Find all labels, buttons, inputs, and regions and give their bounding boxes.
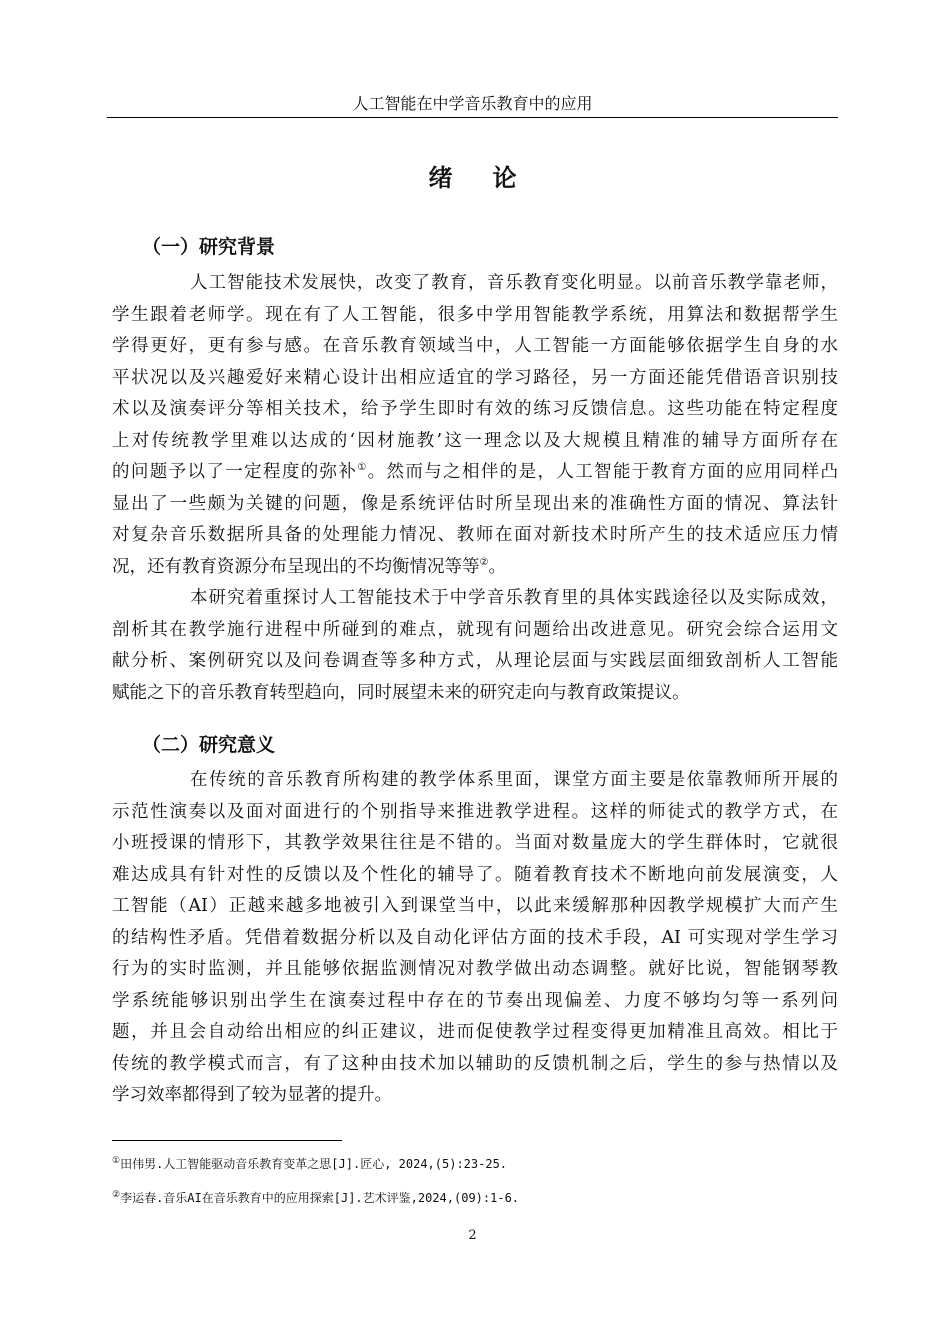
footnote-ref-2: ② xyxy=(479,556,489,568)
section-heading-background: （一）研究背景 xyxy=(142,236,276,258)
paragraph-line: 显出了一些颇为关键的问题，像是系统评估时所呈现出来的准确性方面的情况、算法针 xyxy=(112,493,838,514)
paragraph-line: 学得更好，更有参与感。在音乐教育领域当中，人工智能一方面能够依据学生自身的水 xyxy=(112,336,838,356)
footnote-1 xyxy=(112,1156,838,1172)
paragraph-line xyxy=(112,457,838,489)
paragraph-line: 术以及演奏评分等相关技术，给予学生即时有效的练习反馈信息。这些功能在特定程度 xyxy=(112,399,838,419)
paragraph-line: 赋能之下的音乐教育转型趋向，同时展望未来的研究走向与教育政策提议。 xyxy=(112,682,690,703)
footnote-mark-2: ② xyxy=(112,1190,121,1200)
paragraph-line: 献分析、案例研究以及问卷调查等多种方式，从理论层面与实践层面细致剖析人工智能 xyxy=(112,651,838,671)
paragraph-line: 题，并且会自动给出相应的纠正建议，进而促使教学过程变得更加精准且高效。相比于 xyxy=(112,1022,838,1042)
paragraph-line: 行为的实时监测，并且能够依据监测情况对教学做出动态调整。就好比说，智能钢琴教 xyxy=(112,959,838,979)
paragraph-line: 学系统能够识别出学生在演奏过程中存在的节奏出现偏差、力度不够均匀等一系列问 xyxy=(112,990,838,1011)
paragraph-line: 剖析其在教学施行进程中所碰到的难点，就现有问题给出改进意见。研究会综合运用文 xyxy=(112,619,838,640)
footnote-mark-1: ① xyxy=(112,1156,121,1166)
paragraph-line: 本研究着重探讨人工智能技术于中学音乐教育里的具体实践途径以及实际成效， xyxy=(190,588,838,608)
line-text: 。然而与之相伴的是，人工智能于教育方面的应用同样凸 xyxy=(367,462,838,482)
paragraph-line: 小班授课的情形下，其教学效果往往是不错的。当面对数量庞大的学生群体时，它就很 xyxy=(112,833,838,853)
paragraph-line: 在传统的音乐教育所构建的教学体系里面，课堂方面主要是依靠教师所开展的 xyxy=(190,770,838,790)
paragraph-line xyxy=(112,552,838,584)
footnote-text-1: 田伟男.人工智能驱动音乐教育变革之思[J].匠心, 2024,(5):23-25. xyxy=(120,1157,508,1171)
running-header: 人工智能在中学音乐教育中的应用 xyxy=(352,94,593,113)
paragraph-line: 的结构性矛盾。凭借着数据分析以及自动化评估方面的技术手段，AI 可实现对学生学习 xyxy=(112,927,838,948)
paragraph-line: 平状况以及兴趣爱好来精心设计出相应适宜的学习路径，另一方面还能凭借语音识别技 xyxy=(112,367,838,388)
header-rule xyxy=(107,117,838,118)
paragraph-line: 工智能（AI）正越来越多地被引入到课堂当中，以此来缓解那种因教学规模扩大而产生 xyxy=(112,896,838,916)
line-text: 。 xyxy=(488,556,506,577)
footnote-2 xyxy=(112,1190,838,1206)
paragraph-line: 学生跟着老师学。现在有了人工智能，很多中学用智能教学系统，用算法和数据帮学生 xyxy=(112,304,838,325)
paragraph-line: 学习效率都得到了较为显著的提升。 xyxy=(112,1085,392,1105)
section-heading-significance: （二）研究意义 xyxy=(142,734,276,756)
line-text: 况，还有教育资源分布呈现出的不均衡情况等等 xyxy=(112,556,480,577)
line-text: 的问题予以了一定程度的弥补 xyxy=(112,462,358,482)
paragraph-line: 对复杂音乐数据所具备的处理能力情况、教师在面对新技术时所产生的技术适应压力情 xyxy=(112,525,838,545)
footnote-ref-1: ① xyxy=(357,462,368,473)
paragraph-line: 难达成具有针对性的反馈以及个性化的辅导了。随着教育技术不断地向前发展演变，人 xyxy=(112,864,838,885)
paragraph-line: 上对传统教学里难以达成的‘因材施教’这一理念以及大规模且精准的辅导方面所存在 xyxy=(112,430,838,451)
footnote-rule xyxy=(112,1140,342,1141)
page-number: 2 xyxy=(468,1228,477,1243)
paragraph-line: 示范性演奏以及面对面进行的个别指导来推进教学进程。这样的师徒式的教学方式，在 xyxy=(112,801,838,822)
paragraph-line: 传统的教学模式而言，有了这种由技术加以辅助的反馈机制之后，学生的参与热情以及 xyxy=(112,1053,838,1074)
section-body-background xyxy=(112,268,838,709)
paragraph-line: 人工智能技术发展快，改变了教育，音乐教育变化明显。以前音乐教学靠老师， xyxy=(190,273,838,293)
section-body-significance xyxy=(112,765,838,1112)
chapter-title: 绪论 xyxy=(428,164,557,192)
footnote-text-2: 李运春.音乐AI在音乐教育中的应用探索[J].艺术评鉴,2024,(09):1-6. xyxy=(120,1191,520,1205)
